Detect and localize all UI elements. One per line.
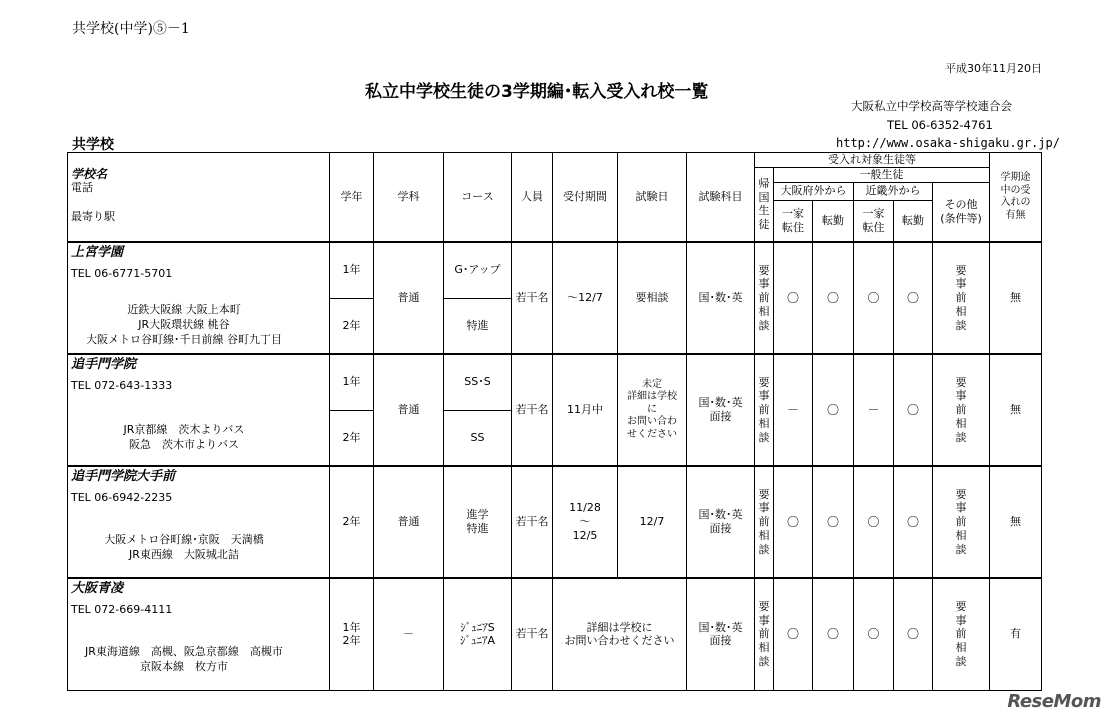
header-other: その他 (条件等) (933, 182, 990, 242)
school-name: 追手門学院大手前 (71, 469, 176, 484)
station-line: JR東海道線 高槻、阪急京都線 高槻市 (85, 645, 283, 658)
station-line: JR大阪環状線 桃谷 (138, 317, 230, 331)
grade-cell: 1年 (330, 242, 374, 298)
school-cell (68, 466, 330, 578)
other-cell: 要 事 前 相 談 (933, 578, 990, 690)
exam-date-cell: 要相談 (618, 242, 687, 354)
school-name: 大阪青凌 (71, 581, 124, 596)
school-name: 追手門学院 (71, 357, 137, 372)
school-cell (68, 578, 330, 690)
station-line: 近鉄大阪線 大阪上本町 (127, 303, 241, 316)
kinki-job-cell: 〇 (894, 466, 933, 578)
grade-cell: 2年 (330, 298, 374, 354)
osaka-family-cell: 〇 (774, 466, 813, 578)
osaka-job-cell: 〇 (813, 466, 854, 578)
returnee-cell: 要 事 前 相 談 (755, 578, 774, 690)
station-line: JR京都線 茨木よりバス (123, 423, 245, 436)
period-cell: ～12/7 (553, 242, 618, 354)
header-osaka-out: 大阪府外から (774, 182, 854, 200)
station-line: JR東西線 大阪城北詰 (129, 547, 239, 561)
kinki-job-cell: 〇 (894, 242, 933, 354)
midterm-cell: 無 (990, 242, 1042, 354)
organization-phone: TEL 06-6352-4761 (887, 118, 993, 132)
header-midterm: 学期途 中の受 入れの 有無 (990, 153, 1042, 243)
course-cell: G･アップ (444, 242, 512, 298)
exam-date-cell: 12/7 (618, 466, 687, 578)
station-line: 阪急 茨木市よりバス (129, 437, 239, 451)
dept-cell: 普通 (374, 466, 444, 578)
header-dept: 学科 (374, 153, 444, 243)
page-code: 共学校(中学)⑤－1 (72, 21, 190, 37)
other-cell: 要 事 前 相 談 (933, 354, 990, 466)
station-line: 京阪本線 枚方市 (140, 659, 228, 673)
midterm-cell: 無 (990, 466, 1042, 578)
header-capacity: 人員 (512, 153, 553, 243)
subjects-cell: 国･数･英 面接 (687, 466, 755, 578)
kinki-family-cell: 〇 (854, 242, 894, 354)
grade-cell: 2年 (330, 466, 374, 578)
header-exam-date: 試験日 (618, 153, 687, 243)
dept-cell: 普通 (374, 354, 444, 466)
header-grade: 学年 (330, 153, 374, 243)
midterm-cell: 有 (990, 578, 1042, 690)
course-cell: 特進 (444, 298, 512, 354)
osaka-job-cell: 〇 (813, 578, 854, 690)
school-table (67, 152, 1042, 691)
organization-name: 大阪私立中学校高等学校連合会 (851, 99, 1012, 113)
school-station (68, 423, 330, 453)
header-kinki-out: 近畿外から (854, 182, 933, 200)
dept-cell: 普通 (374, 242, 444, 354)
capacity-cell: 若干名 (512, 466, 553, 578)
document-title: 私立中学校生徒の3学期編･転入受入れ校一覧 (365, 82, 709, 102)
school-cell (68, 354, 330, 466)
grade-cell: 1年 2年 (330, 578, 374, 690)
school-tel: TEL 06-6942-2235 (71, 491, 173, 504)
header-accept-target: 受入れ対象生徒等 (755, 153, 990, 168)
kinki-family-cell: 〇 (854, 578, 894, 690)
midterm-cell: 無 (990, 354, 1042, 466)
kinki-job-cell: 〇 (894, 578, 933, 690)
school-station (68, 303, 330, 348)
osaka-job-cell: 〇 (813, 354, 854, 466)
header-osaka-job: 転勤 (813, 200, 854, 242)
school-cell (68, 242, 330, 354)
category-label: 共学校 (72, 137, 114, 153)
course-cell: ｼﾞｭﾆｱS ｼﾞｭﾆｱA (444, 578, 512, 690)
school-station (68, 645, 330, 675)
kinki-family-cell: 〇 (854, 466, 894, 578)
organization-url: http://www.osaka-shigaku.gr.jp/ (836, 136, 1060, 150)
header-station: 最寄り駅 (71, 210, 115, 223)
capacity-cell: 若干名 (512, 242, 553, 354)
school-station (68, 533, 330, 563)
school-tel: TEL 072-669-4111 (71, 603, 173, 616)
returnee-cell: 要 事 前 相 談 (755, 354, 774, 466)
header-school-name: 学校名 (71, 167, 108, 181)
header-osaka-family: 一家 転住 (774, 200, 813, 242)
school-tel: TEL 06-6771-5701 (71, 267, 173, 280)
period-exam-cell: 詳細は学校に お問い合わせください (553, 578, 687, 690)
course-cell: SS (444, 410, 512, 466)
subjects-cell: 国･数･英 (687, 242, 755, 354)
watermark-logo: ReseMom (1007, 691, 1101, 712)
exam-date-cell: 未定 詳細は学校 に お問い合わ せください (618, 354, 687, 466)
returnee-cell: 要 事 前 相 談 (755, 242, 774, 354)
other-cell: 要 事 前 相 談 (933, 242, 990, 354)
course-cell: SS･S (444, 354, 512, 410)
header-kinki-job: 転勤 (894, 200, 933, 242)
osaka-family-cell: 〇 (774, 578, 813, 690)
document-date: 平成30年11月20日 (945, 62, 1042, 75)
school-name: 上宮学園 (71, 245, 124, 260)
period-cell: 11月中 (553, 354, 618, 466)
capacity-cell: 若干名 (512, 578, 553, 690)
kinki-job-cell: 〇 (894, 354, 933, 466)
header-school (68, 153, 330, 243)
header-returnee: 帰 国 生 徒 (755, 167, 774, 242)
capacity-cell: 若干名 (512, 354, 553, 466)
other-cell: 要 事 前 相 談 (933, 466, 990, 578)
subjects-cell: 国･数･英 面接 (687, 354, 755, 466)
kinki-family-cell: － (854, 354, 894, 466)
grade-cell: 2年 (330, 410, 374, 466)
station-line: 大阪メトロ谷町線･京阪 天満橋 (104, 533, 264, 546)
period-cell: 11/28 ～ 12/5 (553, 466, 618, 578)
header-period: 受付期間 (553, 153, 618, 243)
header-phone: 電話 (71, 181, 93, 194)
header-course: コース (444, 153, 512, 243)
returnee-cell: 要 事 前 相 談 (755, 466, 774, 578)
header-kinki-family: 一家 転住 (854, 200, 894, 242)
osaka-job-cell: 〇 (813, 242, 854, 354)
header-subjects: 試験科目 (687, 153, 755, 243)
dept-cell: － (374, 578, 444, 690)
school-tel: TEL 072-643-1333 (71, 379, 173, 392)
grade-cell: 1年 (330, 354, 374, 410)
subjects-cell: 国･数･英 面接 (687, 578, 755, 690)
header-general: 一般生徒 (774, 167, 990, 182)
course-cell: 進学 特進 (444, 466, 512, 578)
osaka-family-cell: － (774, 354, 813, 466)
station-line: 大阪メトロ谷町線･千日前線 谷町九丁目 (86, 332, 282, 346)
osaka-family-cell: 〇 (774, 242, 813, 354)
